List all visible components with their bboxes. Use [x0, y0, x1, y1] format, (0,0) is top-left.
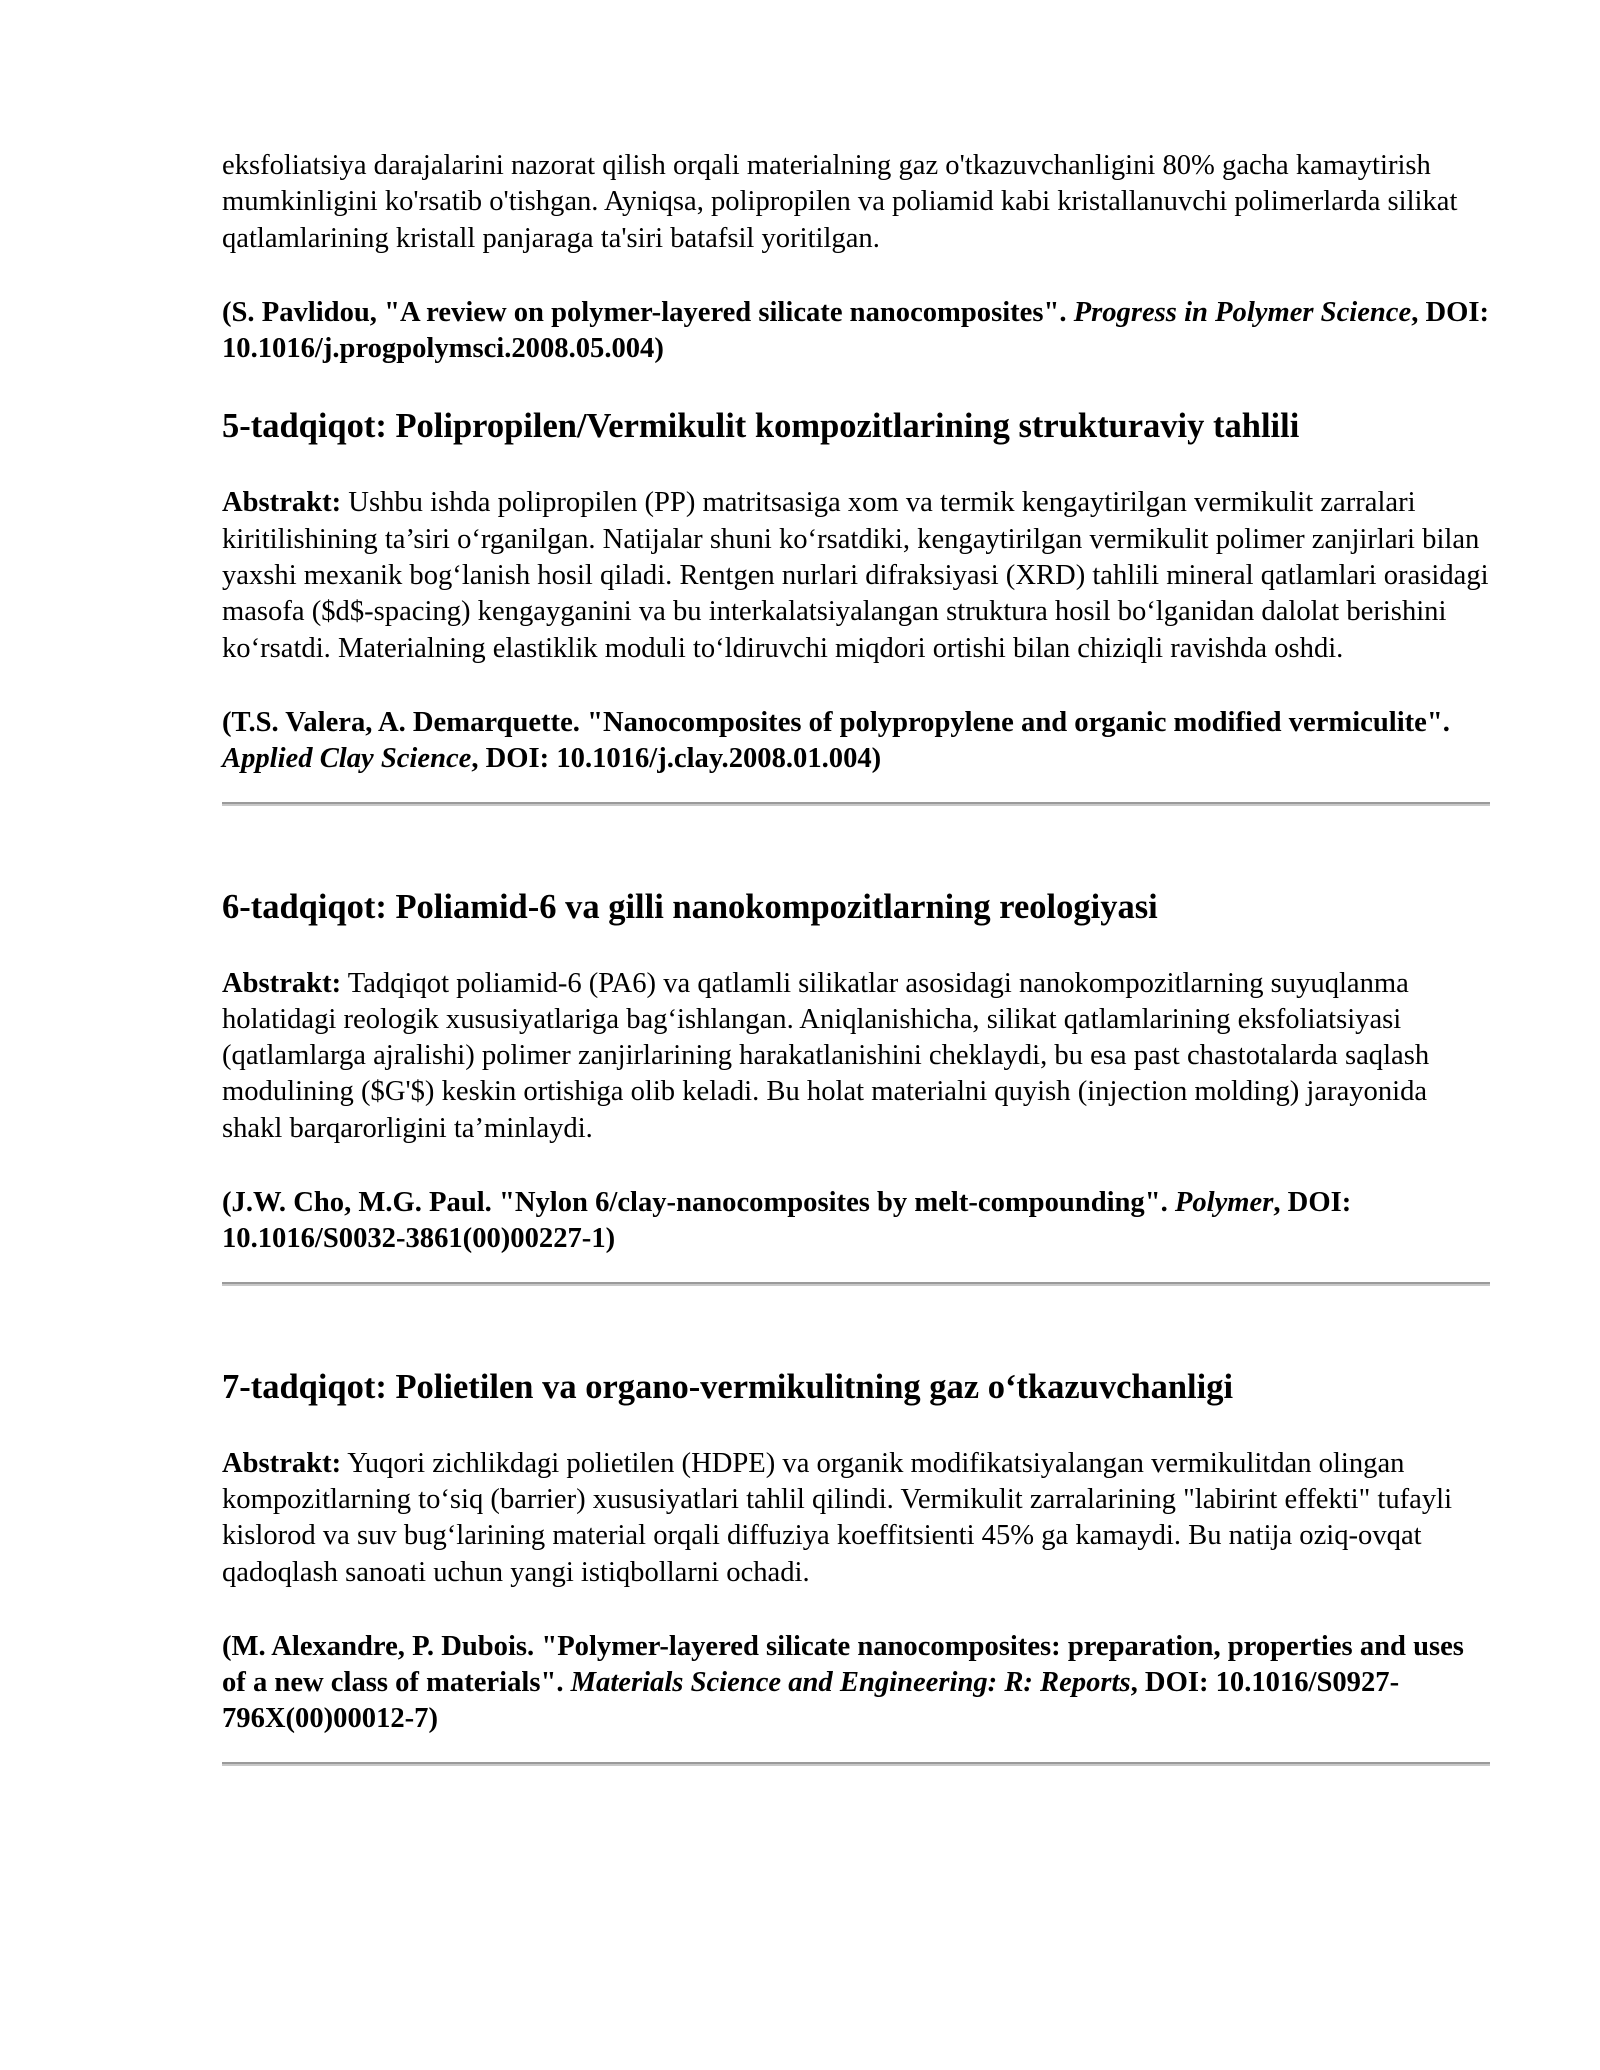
abstract-text: Ushbu ishda polipropilen (PP) matritsasiga xom va termik kengaytirilgan vermikulit zarralari kiritilishining ta’siri o‘rganilgan. Natijalar shuni ko‘rsatdiki, kengaytirilgan vermikulit polimer zanjirlari bilan yaxshi mexanik bog‘lanish hosil qiladi. Rentgen nurlari difraksiyasi (XRD) tahlili mineral qatlamlari orasidagi masofa ($d$-spacing) kengayganini va bu interkalatsiyalangan struktura hosil bo‘lganidan dalolat berishini ko‘rsatdi. Materialning elastiklik moduli to‘ldiruvchi miqdori ortishi bilan chiziqli ravishda oshdi.	[222, 487, 1489, 664]
citation-doi: , DOI: 10.1016/j.progpolymsci.2008.05.004)	[222, 296, 1490, 365]
study-5-citation	[222, 705, 1490, 778]
citation-journal: Progress in Polymer Science	[1073, 296, 1412, 328]
citation-journal: Applied Clay Science	[222, 743, 472, 775]
abstract-label: Abstrakt:	[222, 967, 342, 999]
abstract-text: Yuqori zichlikdagi polietilen (HDPE) va organik modifikatsiyalangan vermikulitdan olingan kompozitlarning to‘siq (barrier) xususiyatlari tahlil qilindi. Vermikulit zarralarining "labirint effekti" tufayli kislorod va suv bug‘larining material orqali diffuziya koeffitsienti 45% ga kamaydi. Bu natija oziq-ovqat qadoqlash sanoati uchun yangi istiqbollarni ochadi.	[222, 1447, 1453, 1588]
citation-authors-title: (S. Pavlidou, "A review on polymer-layered silicate nanocomposites".	[222, 296, 1074, 328]
study-7-abstract	[222, 1446, 1490, 1591]
study-5-abstract	[222, 485, 1490, 666]
section-divider	[222, 1762, 1490, 1766]
study-7-heading: 7-tadqiqot: Polietilen va organo-vermikulitning gaz o‘tkazuvchanligi	[222, 1367, 1234, 1406]
study-5-heading: 5-tadqiqot: Polipropilen/Vermikulit kompozitlarining strukturaviy tahlili	[222, 407, 1300, 446]
document-page	[222, 148, 1490, 1766]
citation-authors-title: (T.S. Valera, A. Demarquette. "Nanocomposites of polypropylene and organic modified vermiculite".	[222, 706, 1450, 738]
study-6-citation	[222, 1185, 1490, 1258]
abstract-label: Abstrakt:	[222, 1447, 342, 1479]
section-divider	[222, 1282, 1490, 1286]
intro-paragraph: eksfoliatsiya darajalarini nazorat qilish orqali materialning gaz o'tkazuvchanligini 80% gacha kamaytirish mumkinligini ko'rsatib o'tishgan. Ayniqsa, polipropilen va poliamid kabi kristallanuvchi polimerlarda silikat qatlamlarining kristall panjaraga ta'siri batafsil yoritilgan.	[222, 150, 1458, 254]
citation-doi: , DOI: 10.1016/S0927-796X(00)00012-7)	[222, 1667, 1400, 1735]
citation-journal: Materials Science and Engineering: R: Reports	[570, 1667, 1131, 1699]
section-divider	[222, 802, 1490, 806]
citation-authors-title: (M. Alexandre, P. Dubois. "Polymer-layered silicate nanocomposites: preparation, properties and uses of a new class of materials".	[222, 1630, 1464, 1699]
study-6-heading: 6-tadqiqot: Poliamid-6 va gilli nanokompozitlarning reologiyasi	[222, 887, 1158, 926]
study-6-abstract	[222, 966, 1490, 1147]
citation-authors-title: (J.W. Cho, M.G. Paul. "Nylon 6/clay-nanocomposites by melt-compounding".	[222, 1187, 1175, 1219]
study-7-citation	[222, 1629, 1490, 1738]
citation-doi: , DOI: 10.1016/j.clay.2008.01.004)	[471, 743, 882, 775]
abstract-label: Abstrakt:	[222, 487, 342, 519]
abstract-text: Tadqiqot poliamid-6 (PA6) va qatlamli silikatlar asosidagi nanokompozitlarning suyuqlanma holatidagi reologik xususiyatlariga bag‘ishlangan. Aniqlanishicha, silikat qatlamlarining eksfoliatsiyasi (qatlamlarga ajralishi) polimer zanjirlarining harakatlanishini cheklaydi, bu esa past chastotalarda saqlash modulining ($G'$) keskin ortishiga olib keladi. Bu holat materialni quyish (injection molding) jarayonida shakl barqarorligini ta’minlaydi.	[222, 967, 1430, 1144]
citation-journal: Polymer	[1174, 1187, 1274, 1219]
citation-doi: , DOI: 10.1016/S0032-3861(00)00227-1)	[222, 1187, 1352, 1255]
intro-citation	[222, 295, 1490, 368]
